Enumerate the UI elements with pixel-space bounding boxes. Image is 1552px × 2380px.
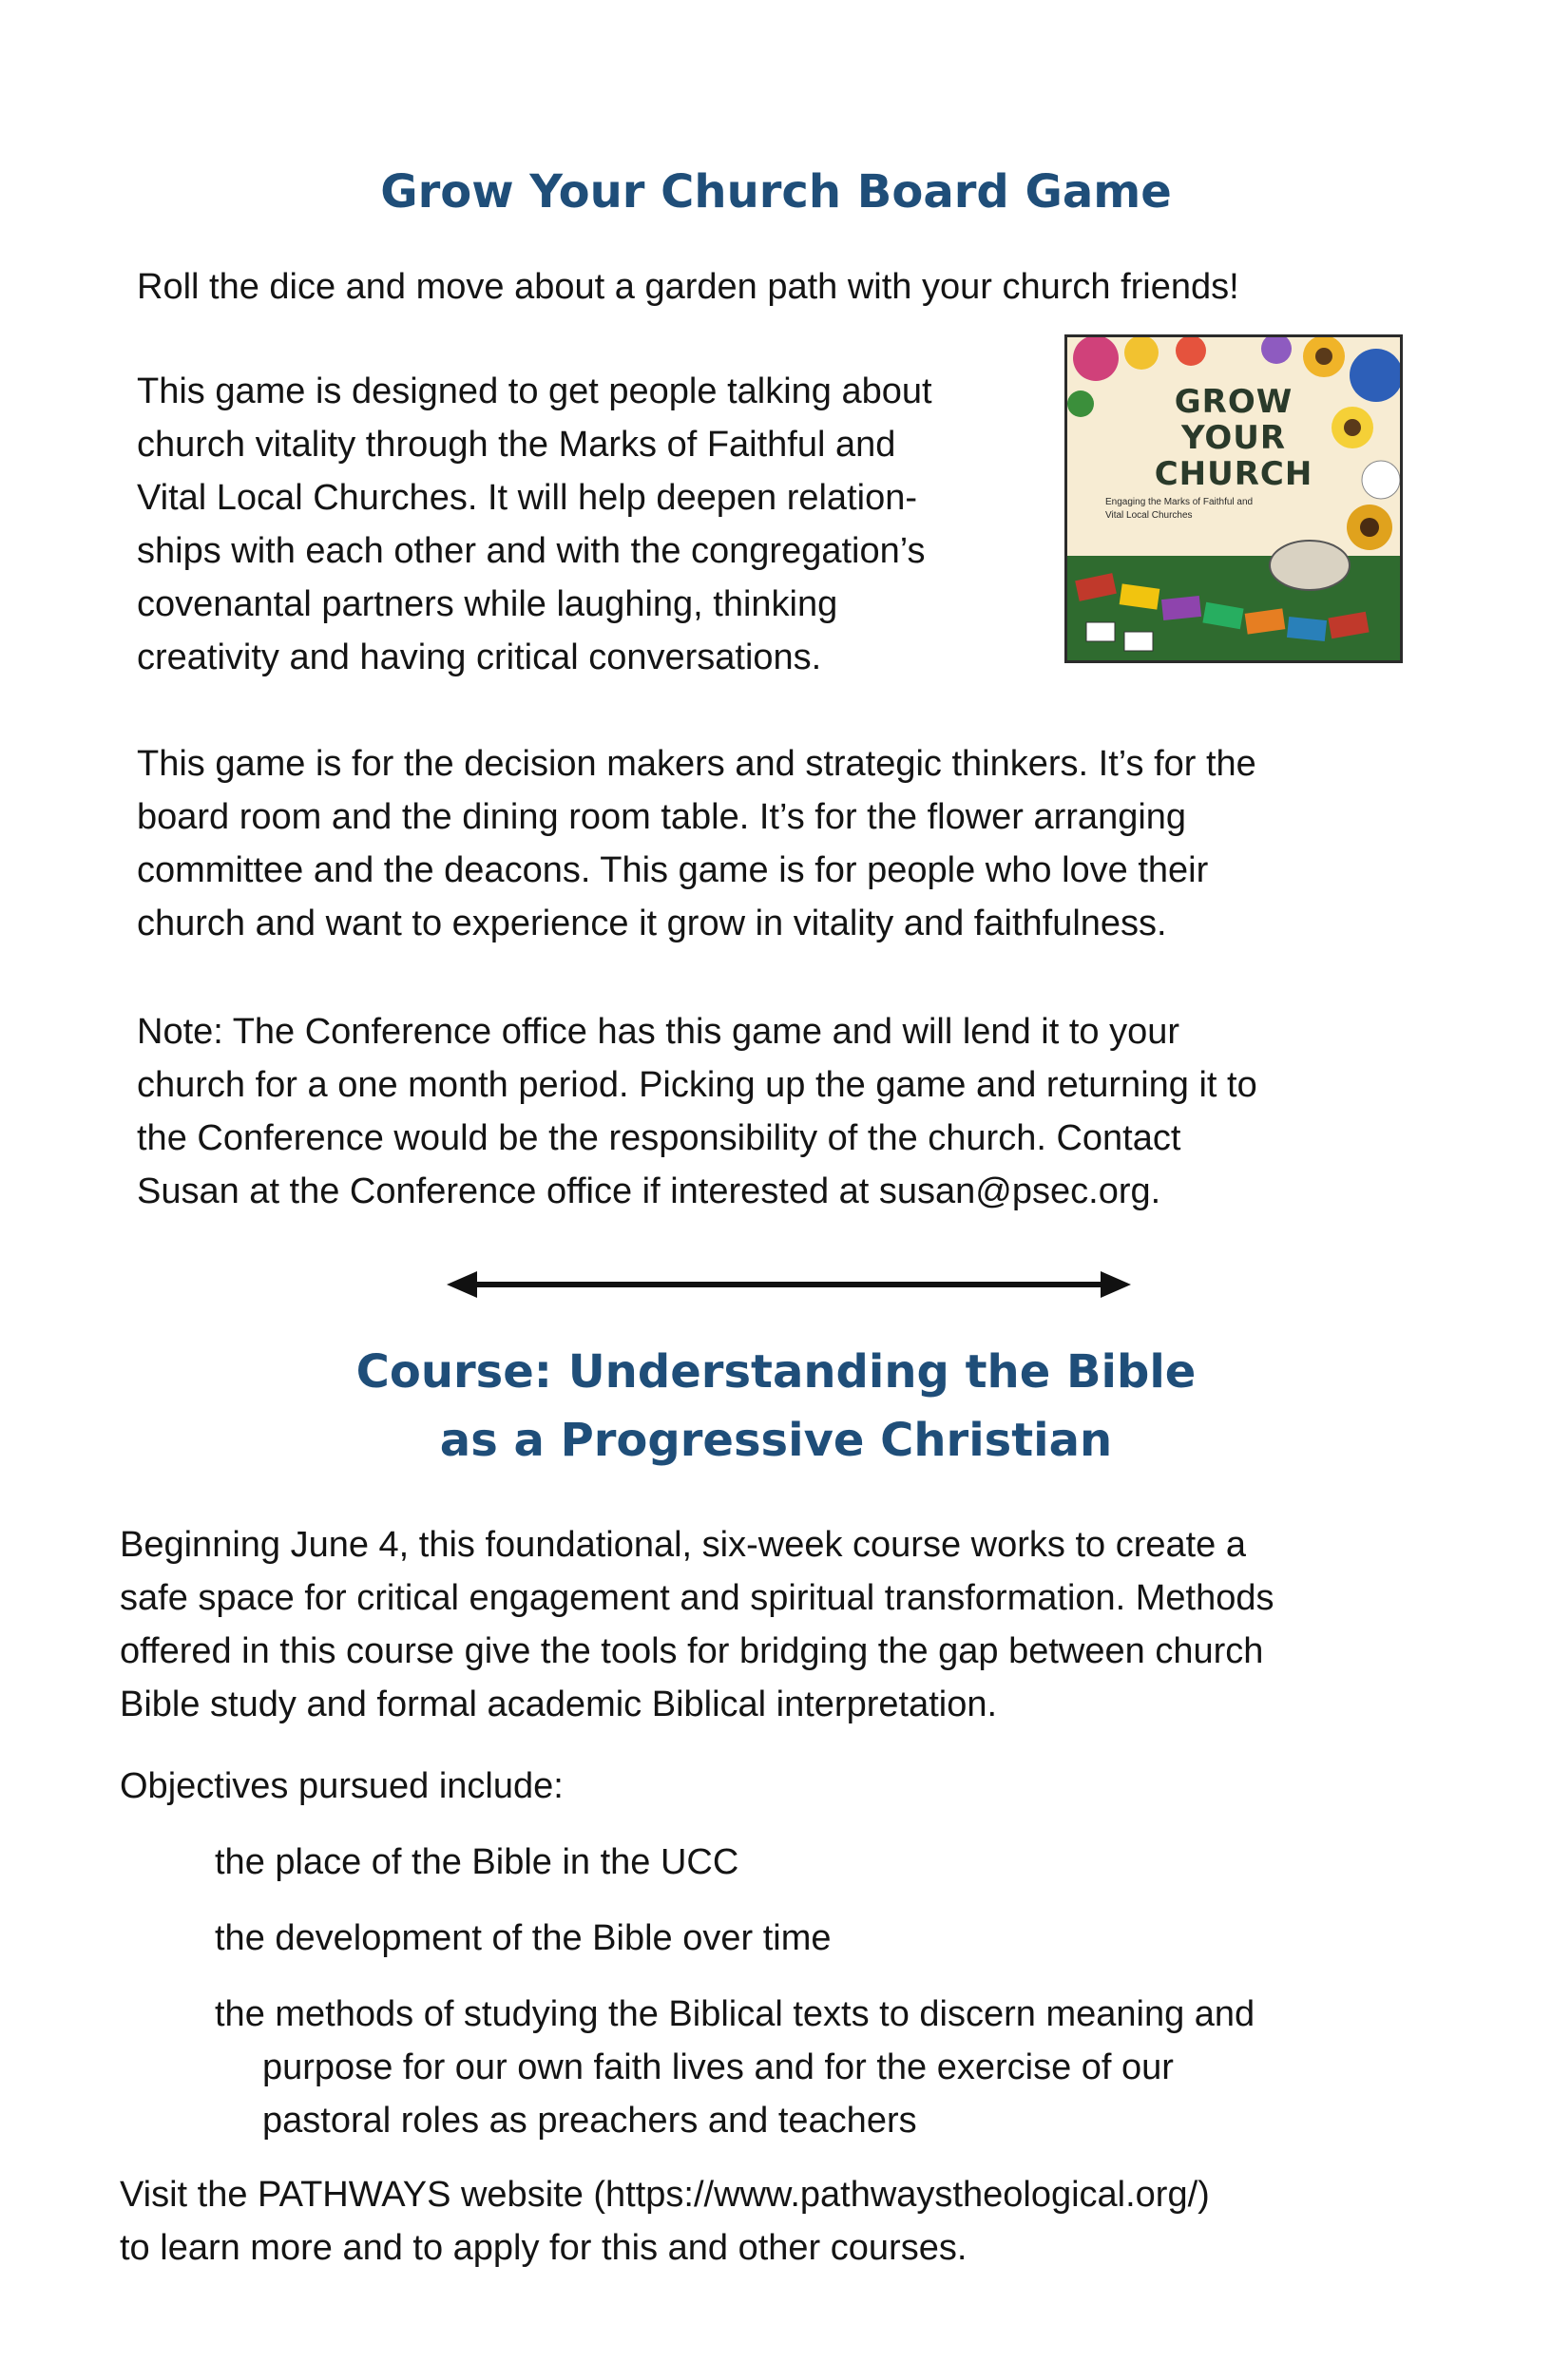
text-line: covenantal partners while laughing, thinking	[137, 584, 838, 624]
objectives-label	[120, 1760, 564, 1813]
target-audience-paragraph	[137, 737, 1256, 950]
text-line: purpose for our own faith lives and for the exercise of our	[262, 2047, 1174, 2087]
text-line: Note: The Conference office has this game and will lend it to your	[137, 1012, 1179, 1052]
text-line: ships with each other and with the congregation’s	[137, 531, 926, 571]
note-paragraph	[137, 1005, 1257, 1218]
cover-title-line: YOUR	[1180, 419, 1287, 457]
text-line: Susan at the Conference office if interested at susan@psec.org.	[137, 1171, 1161, 1211]
text-line: to learn more and to apply for this and other courses.	[120, 2228, 968, 2268]
text-line: This game is for the decision makers and strategic thinkers. It’s for the	[137, 744, 1256, 784]
text-line: creativity and having critical conversations.	[137, 638, 822, 677]
text-line: This game is designed to get people talking about	[137, 371, 932, 411]
objective-item	[215, 1912, 832, 1965]
text-line: Vital Local Churches. It will help deepen relation-	[137, 478, 917, 518]
text-line: Beginning June 4, this foundational, six-week course works to create a	[120, 1525, 1246, 1565]
text-line: church and want to experience it grow in vitality and faithfulness.	[137, 904, 1167, 943]
board-game-cover-image	[1064, 334, 1403, 663]
double-arrow-divider	[447, 1264, 1131, 1305]
text-line: Bible study and formal academic Biblical interpretation.	[120, 1685, 998, 1724]
section-title-board-game: Grow Your Church Board Game	[380, 165, 1172, 219]
cover-title-line: CHURCH	[1154, 455, 1313, 493]
text-line: the methods of studying the Biblical texts to discern meaning and	[215, 1994, 1255, 2034]
objective-item	[215, 1836, 738, 1889]
text-line: the place of the Bible in the UCC	[215, 1842, 739, 1882]
cover-subtitle-line: Vital Local Churches	[1105, 510, 1193, 521]
course-title-line: as a Progressive Christian	[439, 1414, 1113, 1467]
cover-subtitle-line: Engaging the Marks of Faithful and	[1105, 497, 1254, 507]
course-title-line: Course: Understanding the Bible	[355, 1345, 1197, 1399]
cover-title-line: GROW	[1174, 383, 1293, 421]
text-line: the development of the Bible over time	[215, 1918, 832, 1958]
board-game-description	[137, 365, 932, 684]
text-line: safe space for critical engagement and spiritual transformation. Methods	[120, 1578, 1274, 1618]
section-title-course	[0, 1338, 1552, 1475]
intro-line: Roll the dice and move about a garden path with your church friends!	[137, 267, 1239, 307]
text-line: offered in this course give the tools for bridging the gap between church	[120, 1631, 1264, 1671]
text-line: board room and the dining room table. It’s for the flower arranging	[137, 797, 1187, 837]
intro-text	[137, 260, 1239, 314]
text-line: committee and the deacons. This game is for people who love their	[137, 850, 1209, 890]
objective-item	[215, 1988, 1255, 2147]
text-line: Visit the PATHWAYS website (https://www.pathwaystheological.org/)	[120, 2175, 1210, 2215]
text-line: Objectives pursued include:	[120, 1766, 564, 1806]
course-description	[120, 1518, 1274, 1731]
text-line: the Conference would be the responsibility of the church. Contact	[137, 1118, 1181, 1158]
text-line: church vitality through the Marks of Faithful and	[137, 425, 896, 465]
text-line: pastoral roles as preachers and teachers	[262, 2101, 917, 2141]
text-line: church for a one month period. Picking up the game and returning it to	[137, 1065, 1257, 1105]
closing-paragraph	[120, 2168, 1210, 2275]
